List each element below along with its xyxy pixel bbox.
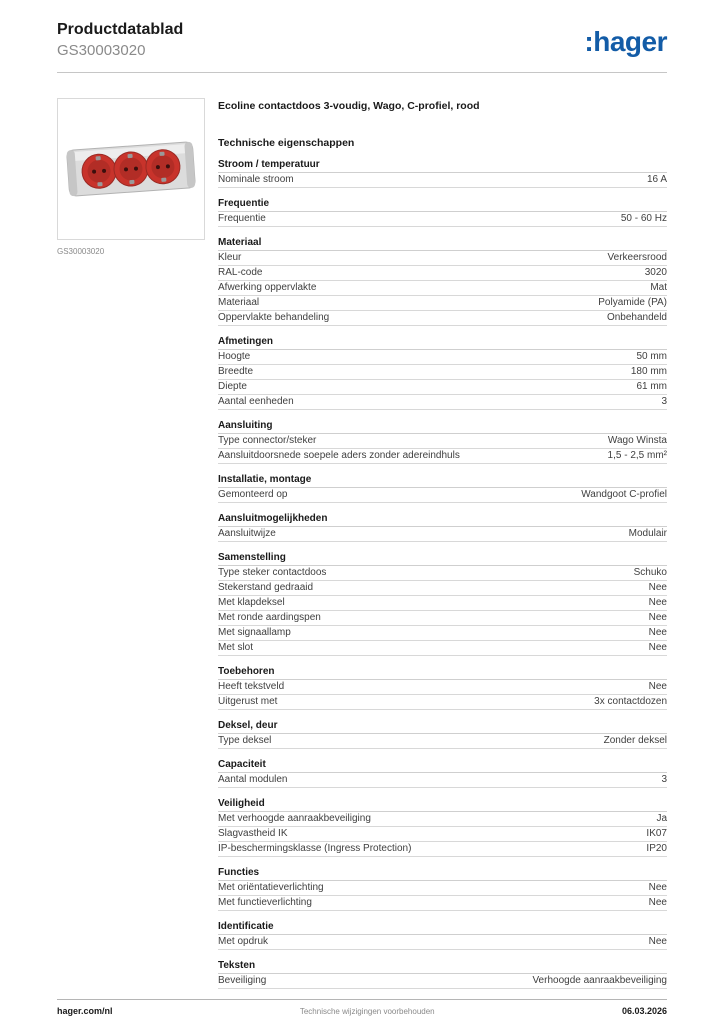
section-title: Deksel, deur bbox=[218, 718, 667, 734]
section-title: Veiligheid bbox=[218, 796, 667, 812]
spec-section bbox=[218, 418, 667, 464]
spec-label: Met ronde aardingspen bbox=[218, 612, 321, 624]
section-title: Toebehoren bbox=[218, 664, 667, 680]
spec-row bbox=[218, 596, 667, 611]
spec-label: Uitgerust met bbox=[218, 696, 278, 708]
spec-value: IK07 bbox=[646, 828, 667, 840]
spec-value: 3 bbox=[661, 396, 667, 408]
header-titles bbox=[57, 20, 183, 59]
section-title: Aansluitmogelijkheden bbox=[218, 511, 667, 527]
spec-value: Wandgoot C-profiel bbox=[581, 489, 667, 501]
specs-header: Technische eigenschappen bbox=[218, 137, 355, 150]
spec-value: Schuko bbox=[633, 567, 667, 579]
spec-row bbox=[218, 449, 667, 464]
spec-value: Nee bbox=[648, 582, 667, 594]
spec-row bbox=[218, 812, 667, 827]
spec-row bbox=[218, 173, 667, 188]
spec-row bbox=[218, 827, 667, 842]
spec-row bbox=[218, 734, 667, 749]
spec-value: Polyamide (PA) bbox=[598, 297, 667, 309]
spec-row bbox=[218, 680, 667, 695]
product-code: GS30003020 bbox=[57, 42, 146, 60]
header bbox=[57, 0, 667, 59]
hager-logo-colon: : bbox=[584, 26, 594, 57]
spec-value: Nee bbox=[648, 627, 667, 639]
spec-section bbox=[218, 196, 667, 227]
footer-website-link[interactable]: hager.com/nl bbox=[57, 1006, 113, 1016]
spec-row bbox=[218, 488, 667, 503]
spec-row bbox=[218, 896, 667, 911]
spec-value: 1,5 - 2,5 mm² bbox=[607, 450, 667, 462]
spec-label: Gemonteerd op bbox=[218, 489, 288, 501]
spec-value: Wago Winsta bbox=[607, 435, 667, 447]
spec-label: Breedte bbox=[218, 366, 254, 378]
spec-section bbox=[218, 919, 667, 950]
spec-row bbox=[218, 581, 667, 596]
spec-label: Oppervlakte behandeling bbox=[218, 312, 330, 324]
spec-value: Modulair bbox=[628, 528, 667, 540]
spec-section bbox=[218, 757, 667, 788]
spec-label: IP-beschermingsklasse (Ingress Protection) bbox=[218, 843, 412, 855]
spec-label: Met functieverlichting bbox=[218, 897, 312, 909]
spec-label: Aantal modulen bbox=[218, 774, 288, 786]
spec-label: Aansluitwijze bbox=[218, 528, 276, 540]
spec-section bbox=[218, 796, 667, 857]
spec-label: Met oriëntatieverlichting bbox=[218, 882, 324, 894]
spec-label: Stekerstand gedraaid bbox=[218, 582, 314, 594]
spec-row bbox=[218, 773, 667, 788]
spec-section bbox=[218, 235, 667, 326]
spec-row bbox=[218, 881, 667, 896]
section-title: Aansluiting bbox=[218, 418, 667, 434]
spec-value: Nee bbox=[648, 642, 667, 654]
spec-sections bbox=[218, 157, 667, 989]
spec-row bbox=[218, 641, 667, 656]
spec-row bbox=[218, 695, 667, 710]
spec-label: Nominale stroom bbox=[218, 174, 294, 186]
product-image bbox=[57, 98, 205, 240]
spec-section bbox=[218, 511, 667, 542]
spec-section bbox=[218, 958, 667, 989]
spec-label: Diepte bbox=[218, 381, 247, 393]
spec-label: Frequentie bbox=[218, 213, 266, 225]
spec-label: Afwerking oppervlakte bbox=[218, 282, 317, 294]
spec-label: Kleur bbox=[218, 252, 242, 264]
spec-section bbox=[218, 865, 667, 911]
section-title: Installatie, montage bbox=[218, 472, 667, 488]
spec-value: Mat bbox=[650, 282, 667, 294]
spec-row bbox=[218, 350, 667, 365]
spec-label: Beveiliging bbox=[218, 975, 267, 987]
spec-label: Materiaal bbox=[218, 297, 260, 309]
section-title: Frequentie bbox=[218, 196, 667, 212]
socket-strip-illustration bbox=[61, 123, 201, 215]
spec-value: Nee bbox=[648, 612, 667, 624]
section-title: Teksten bbox=[218, 958, 667, 974]
spec-row bbox=[218, 395, 667, 410]
spec-label: Slagvastheid IK bbox=[218, 828, 288, 840]
spec-value: 3x contactdozen bbox=[594, 696, 667, 708]
footer-disclaimer: Technische wijzigingen voorbehouden bbox=[299, 1007, 435, 1016]
spec-label: Aantal eenheden bbox=[218, 396, 294, 408]
spec-value: 3 bbox=[661, 774, 667, 786]
spec-label: Met verhoogde aanraakbeveiliging bbox=[218, 813, 371, 825]
spec-section bbox=[218, 718, 667, 749]
spec-label: Aansluitdoorsnede soepele aders zonder adereindhuls bbox=[218, 450, 460, 462]
spec-row bbox=[218, 626, 667, 641]
spec-row bbox=[218, 281, 667, 296]
spec-row bbox=[218, 935, 667, 950]
spec-value: IP20 bbox=[646, 843, 667, 855]
spec-row bbox=[218, 380, 667, 395]
header-divider bbox=[57, 72, 667, 73]
spec-row bbox=[218, 527, 667, 542]
left-column bbox=[57, 98, 205, 989]
spec-row bbox=[218, 974, 667, 989]
spec-value: Ja bbox=[656, 813, 667, 825]
spec-row bbox=[218, 842, 667, 857]
main-column bbox=[218, 98, 667, 989]
page-title: Productdatablad bbox=[57, 21, 184, 38]
spec-row bbox=[218, 434, 667, 449]
spec-label: Heeft tekstveld bbox=[218, 681, 285, 693]
spec-label: Met opdruk bbox=[218, 936, 269, 948]
spec-value: Nee bbox=[648, 897, 667, 909]
spec-value: 50 mm bbox=[636, 351, 667, 363]
spec-value: 61 mm bbox=[636, 381, 667, 393]
spec-label: RAL-code bbox=[218, 267, 263, 279]
spec-section bbox=[218, 472, 667, 503]
footer bbox=[57, 999, 667, 1016]
spec-value: 50 - 60 Hz bbox=[620, 213, 667, 225]
spec-value: Zonder deksel bbox=[603, 735, 667, 747]
section-title: Stroom / temperatuur bbox=[218, 157, 667, 173]
spec-row bbox=[218, 212, 667, 227]
spec-section bbox=[218, 334, 667, 410]
spec-value: Verhoogde aanraakbeveiliging bbox=[532, 975, 667, 987]
spec-value: 180 mm bbox=[630, 366, 667, 378]
spec-value: Nee bbox=[648, 936, 667, 948]
spec-value: Nee bbox=[648, 681, 667, 693]
spec-label: Type steker contactdoos bbox=[218, 567, 327, 579]
spec-row bbox=[218, 566, 667, 581]
spec-value: 3020 bbox=[644, 267, 667, 279]
spec-row bbox=[218, 266, 667, 281]
spec-value: Nee bbox=[648, 597, 667, 609]
spec-section bbox=[218, 157, 667, 188]
spec-label: Met signaallamp bbox=[218, 627, 291, 639]
section-title: Capaciteit bbox=[218, 757, 667, 773]
spec-row bbox=[218, 251, 667, 266]
spec-value: 16 A bbox=[646, 174, 667, 186]
product-image-caption: GS30003020 bbox=[57, 247, 105, 257]
spec-row bbox=[218, 296, 667, 311]
section-title: Samenstelling bbox=[218, 550, 667, 566]
spec-row bbox=[218, 311, 667, 326]
spec-value: Onbehandeld bbox=[606, 312, 667, 324]
spec-section bbox=[218, 550, 667, 656]
section-title: Materiaal bbox=[218, 235, 667, 251]
spec-value: Nee bbox=[648, 882, 667, 894]
spec-label: Hoogte bbox=[218, 351, 251, 363]
footer-row bbox=[57, 1000, 667, 1016]
spec-label: Met slot bbox=[218, 642, 254, 654]
footer-date: 06.03.2026 bbox=[621, 1006, 667, 1016]
section-title: Functies bbox=[218, 865, 667, 881]
spec-row bbox=[218, 611, 667, 626]
spec-value: Verkeersrood bbox=[607, 252, 667, 264]
spec-label: Met klapdeksel bbox=[218, 597, 285, 609]
spec-row bbox=[218, 365, 667, 380]
section-title: Afmetingen bbox=[218, 334, 667, 350]
section-title: Identificatie bbox=[218, 919, 667, 935]
spec-label: Type connector/steker bbox=[218, 435, 317, 447]
hager-logo bbox=[584, 28, 667, 56]
spec-section bbox=[218, 664, 667, 710]
content bbox=[57, 98, 667, 989]
hager-logo-text: hager bbox=[593, 26, 667, 57]
spec-label: Type deksel bbox=[218, 735, 272, 747]
product-title: Ecoline contactdoos 3-voudig, Wago, C-profiel, rood bbox=[218, 100, 480, 113]
